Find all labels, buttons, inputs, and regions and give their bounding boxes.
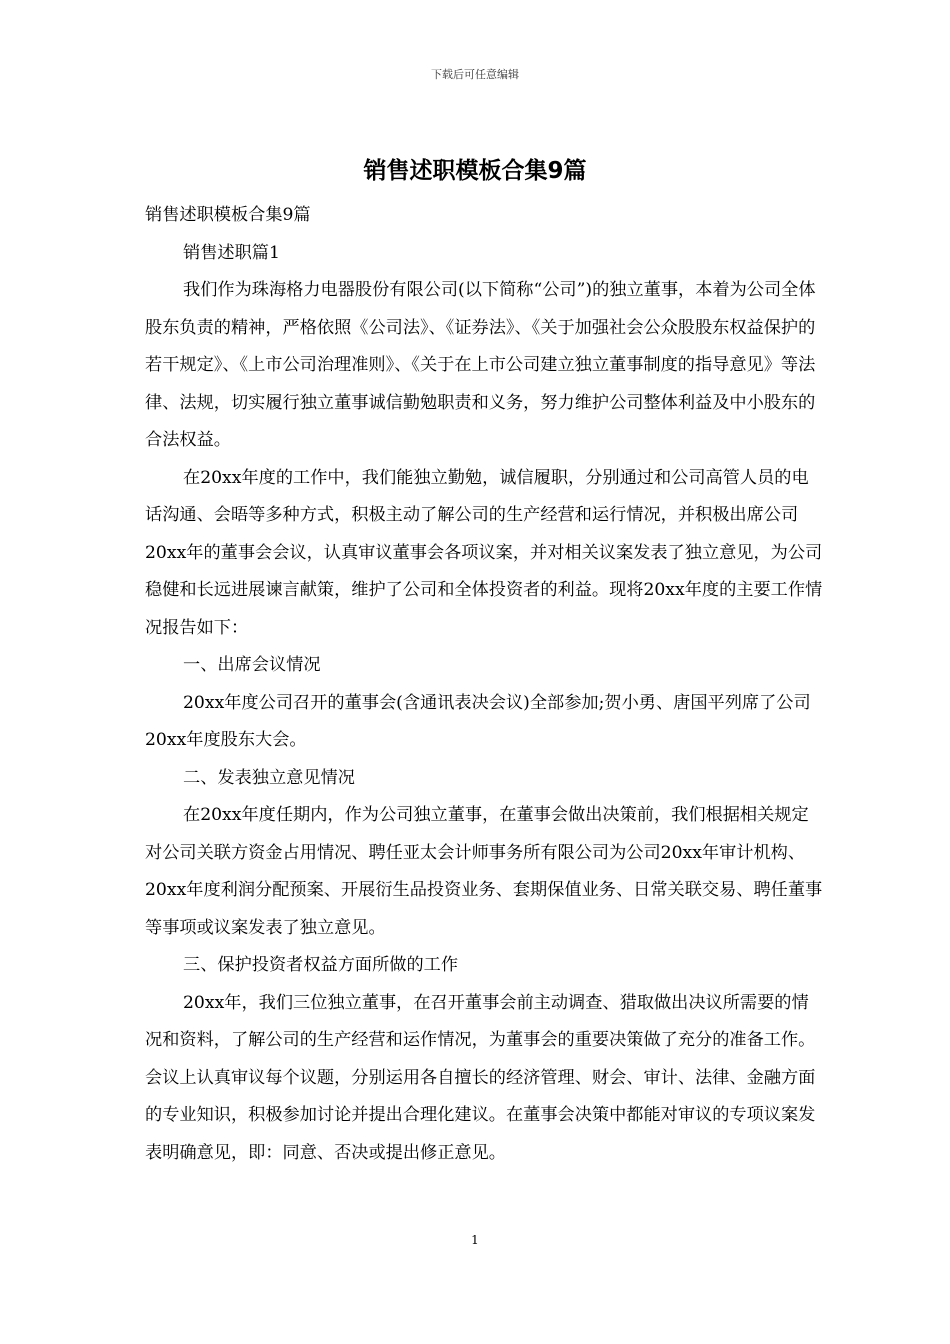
- section-heading: 三、保护投资者权益方面所做的工作: [183, 955, 459, 975]
- body-paragraph: 20xx年度公司召开的董事会(含通讯表决会议)全部参加;贺小勇、唐国平列席了公司20xx年度股东大会。: [145, 692, 811, 750]
- document-body: [145, 197, 825, 1172]
- section-heading: 销售述职篇1: [183, 242, 280, 263]
- body-paragraph: 在20xx年度任期内，作为公司独立董事，在董事会做出决策前，我们根据相关规定对公司关联方资金占用情况、聘任亚太会计师事务所有限公司为公司20xx年审计机构、20xx年度利润分配预案、开展衍生品投资业务、套期保值业务、日常关联交易、聘任董事等事项或议案发表了独立意见。: [145, 805, 823, 938]
- body-paragraph: 我们作为珠海格力电器股份有限公司(以下简称“公司”)的独立董事，本着为公司全体股东负责的精神，严格依照《公司法》、《证券法》、《关于加强社会公众股股东权益保护的若干规定》、《上市公司治理准则》、《关于在上市公司建立独立董事制度的指导意见》等法律、法规，切实履行独立董事诚信勤勉职责和义务，努力维护公司整体利益及中小股东的合法权益。: [145, 280, 816, 450]
- header-note: 下载后可任意编辑: [431, 68, 519, 81]
- document-title: 销售述职模板合集9篇: [363, 158, 587, 184]
- page-number: 1: [471, 1233, 479, 1247]
- body-paragraph: 在20xx年度的工作中，我们能独立勤勉，诚信履职，分别通过和公司高管人员的电话沟通、会晤等多种方式，积极主动了解公司的生产经营和运行情况，并积极出席公司20xx年的董事会会议，认真审议董事会各项议案，并对相关议案发表了独立意见，为公司稳健和长远进展谏言献策，维护了公司和全体投资者的利益。现将20xx年度的主要工作情况报告如下：: [145, 467, 823, 638]
- section-heading: 一、出席会议情况: [183, 655, 321, 675]
- section-heading: 二、发表独立意见情况: [183, 767, 355, 788]
- subtitle-paragraph: 销售述职模板合集9篇: [145, 205, 311, 225]
- body-paragraph: 20xx年，我们三位独立董事，在召开董事会前主动调查、猎取做出决议所需要的情况和资料，了解公司的生产经营和运作情况，为董事会的重要决策做了充分的准备工作。会议上认真审议每个议题，分别运用各自擅长的经济管理、财会、审计、法律、金融方面的专业知识，积极参加讨论并提出合理化建议。在董事会决策中都能对审议的专项议案发表明确意见，即：同意、否决或提出修正意见。: [145, 992, 816, 1163]
